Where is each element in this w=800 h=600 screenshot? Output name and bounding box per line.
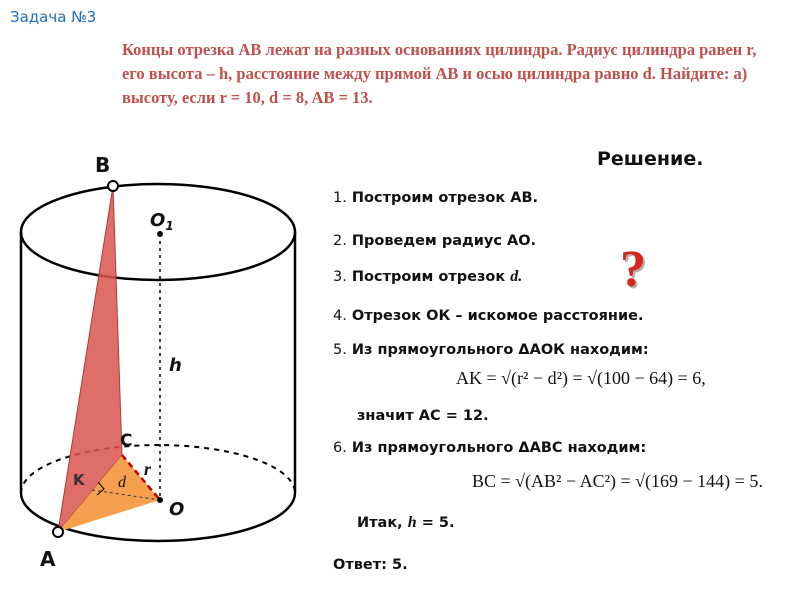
label-k: K: [73, 471, 85, 489]
step-6: [333, 440, 646, 456]
step-conclusion-h: [357, 514, 455, 532]
label-o1: $O_1$: [150, 210, 174, 233]
point-b: [108, 181, 118, 191]
step-number: 6.: [333, 440, 347, 456]
step-5-conclusion: [357, 408, 489, 424]
step-number: 3.: [333, 269, 347, 285]
answer-text: Ответ: 5.: [333, 557, 408, 573]
step-number: 5.: [333, 342, 347, 358]
problem-statement: Концы отрезка AB лежат на разных основаниях цилиндра. Радиус цилиндра равен r, его высота – h, расстояние между прямой AB и осью цилиндра равно d. Найдите: а) высоту, если r = 10, d = 8, AB = 13.: [122, 40, 757, 107]
label-c: C: [120, 431, 133, 451]
label-d: d: [118, 474, 126, 491]
step-text: Отрезок ОК – искомое расстояние.: [351, 308, 644, 324]
step-number: 2.: [333, 233, 347, 249]
answer: [333, 557, 408, 573]
step-2: [333, 233, 536, 249]
step-number: 1.: [333, 190, 347, 206]
formula-ak: AK = √(r² − d²) = √(100 − 64) = 6,: [456, 368, 706, 388]
label-a: A: [40, 547, 56, 571]
step-text: Итак,: [357, 515, 403, 531]
point-a: [53, 527, 63, 537]
step-1: [333, 190, 538, 206]
solution-heading: Решение.: [597, 148, 704, 170]
cylinder-diagram: [0, 150, 320, 600]
step-text: Построим отрезок: [351, 269, 506, 285]
step-text: значит АС = 12.: [357, 408, 489, 424]
step-variable: h: [407, 514, 417, 531]
point-o1: [157, 231, 163, 237]
step-text-rest: = 5.: [421, 515, 455, 531]
label-r: r: [144, 459, 152, 479]
step-text: Из прямоугольного ΔАОК находим:: [351, 342, 649, 358]
step-text: Построим отрезок АВ.: [351, 190, 539, 206]
formula-bc: BC = √(AB² − AC²) = √(169 − 144) = 5.: [472, 471, 763, 491]
step-text: Из прямоугольного ΔАВС находим:: [351, 440, 647, 456]
bottom-base-back-arc: [21, 445, 295, 493]
step-5: [333, 342, 649, 358]
step-text: Проведем радиус АО.: [351, 233, 537, 249]
step-4: [333, 308, 643, 324]
step-3: [333, 268, 522, 286]
step-variable: d.: [510, 268, 523, 285]
step-number: 4.: [333, 308, 347, 324]
label-h: h: [169, 355, 182, 376]
point-o: [157, 497, 163, 503]
label-b: B: [95, 153, 111, 177]
label-o: O: [169, 499, 185, 520]
task-label: Задача №3: [10, 8, 97, 26]
question-mark-icon: ?: [620, 241, 646, 298]
